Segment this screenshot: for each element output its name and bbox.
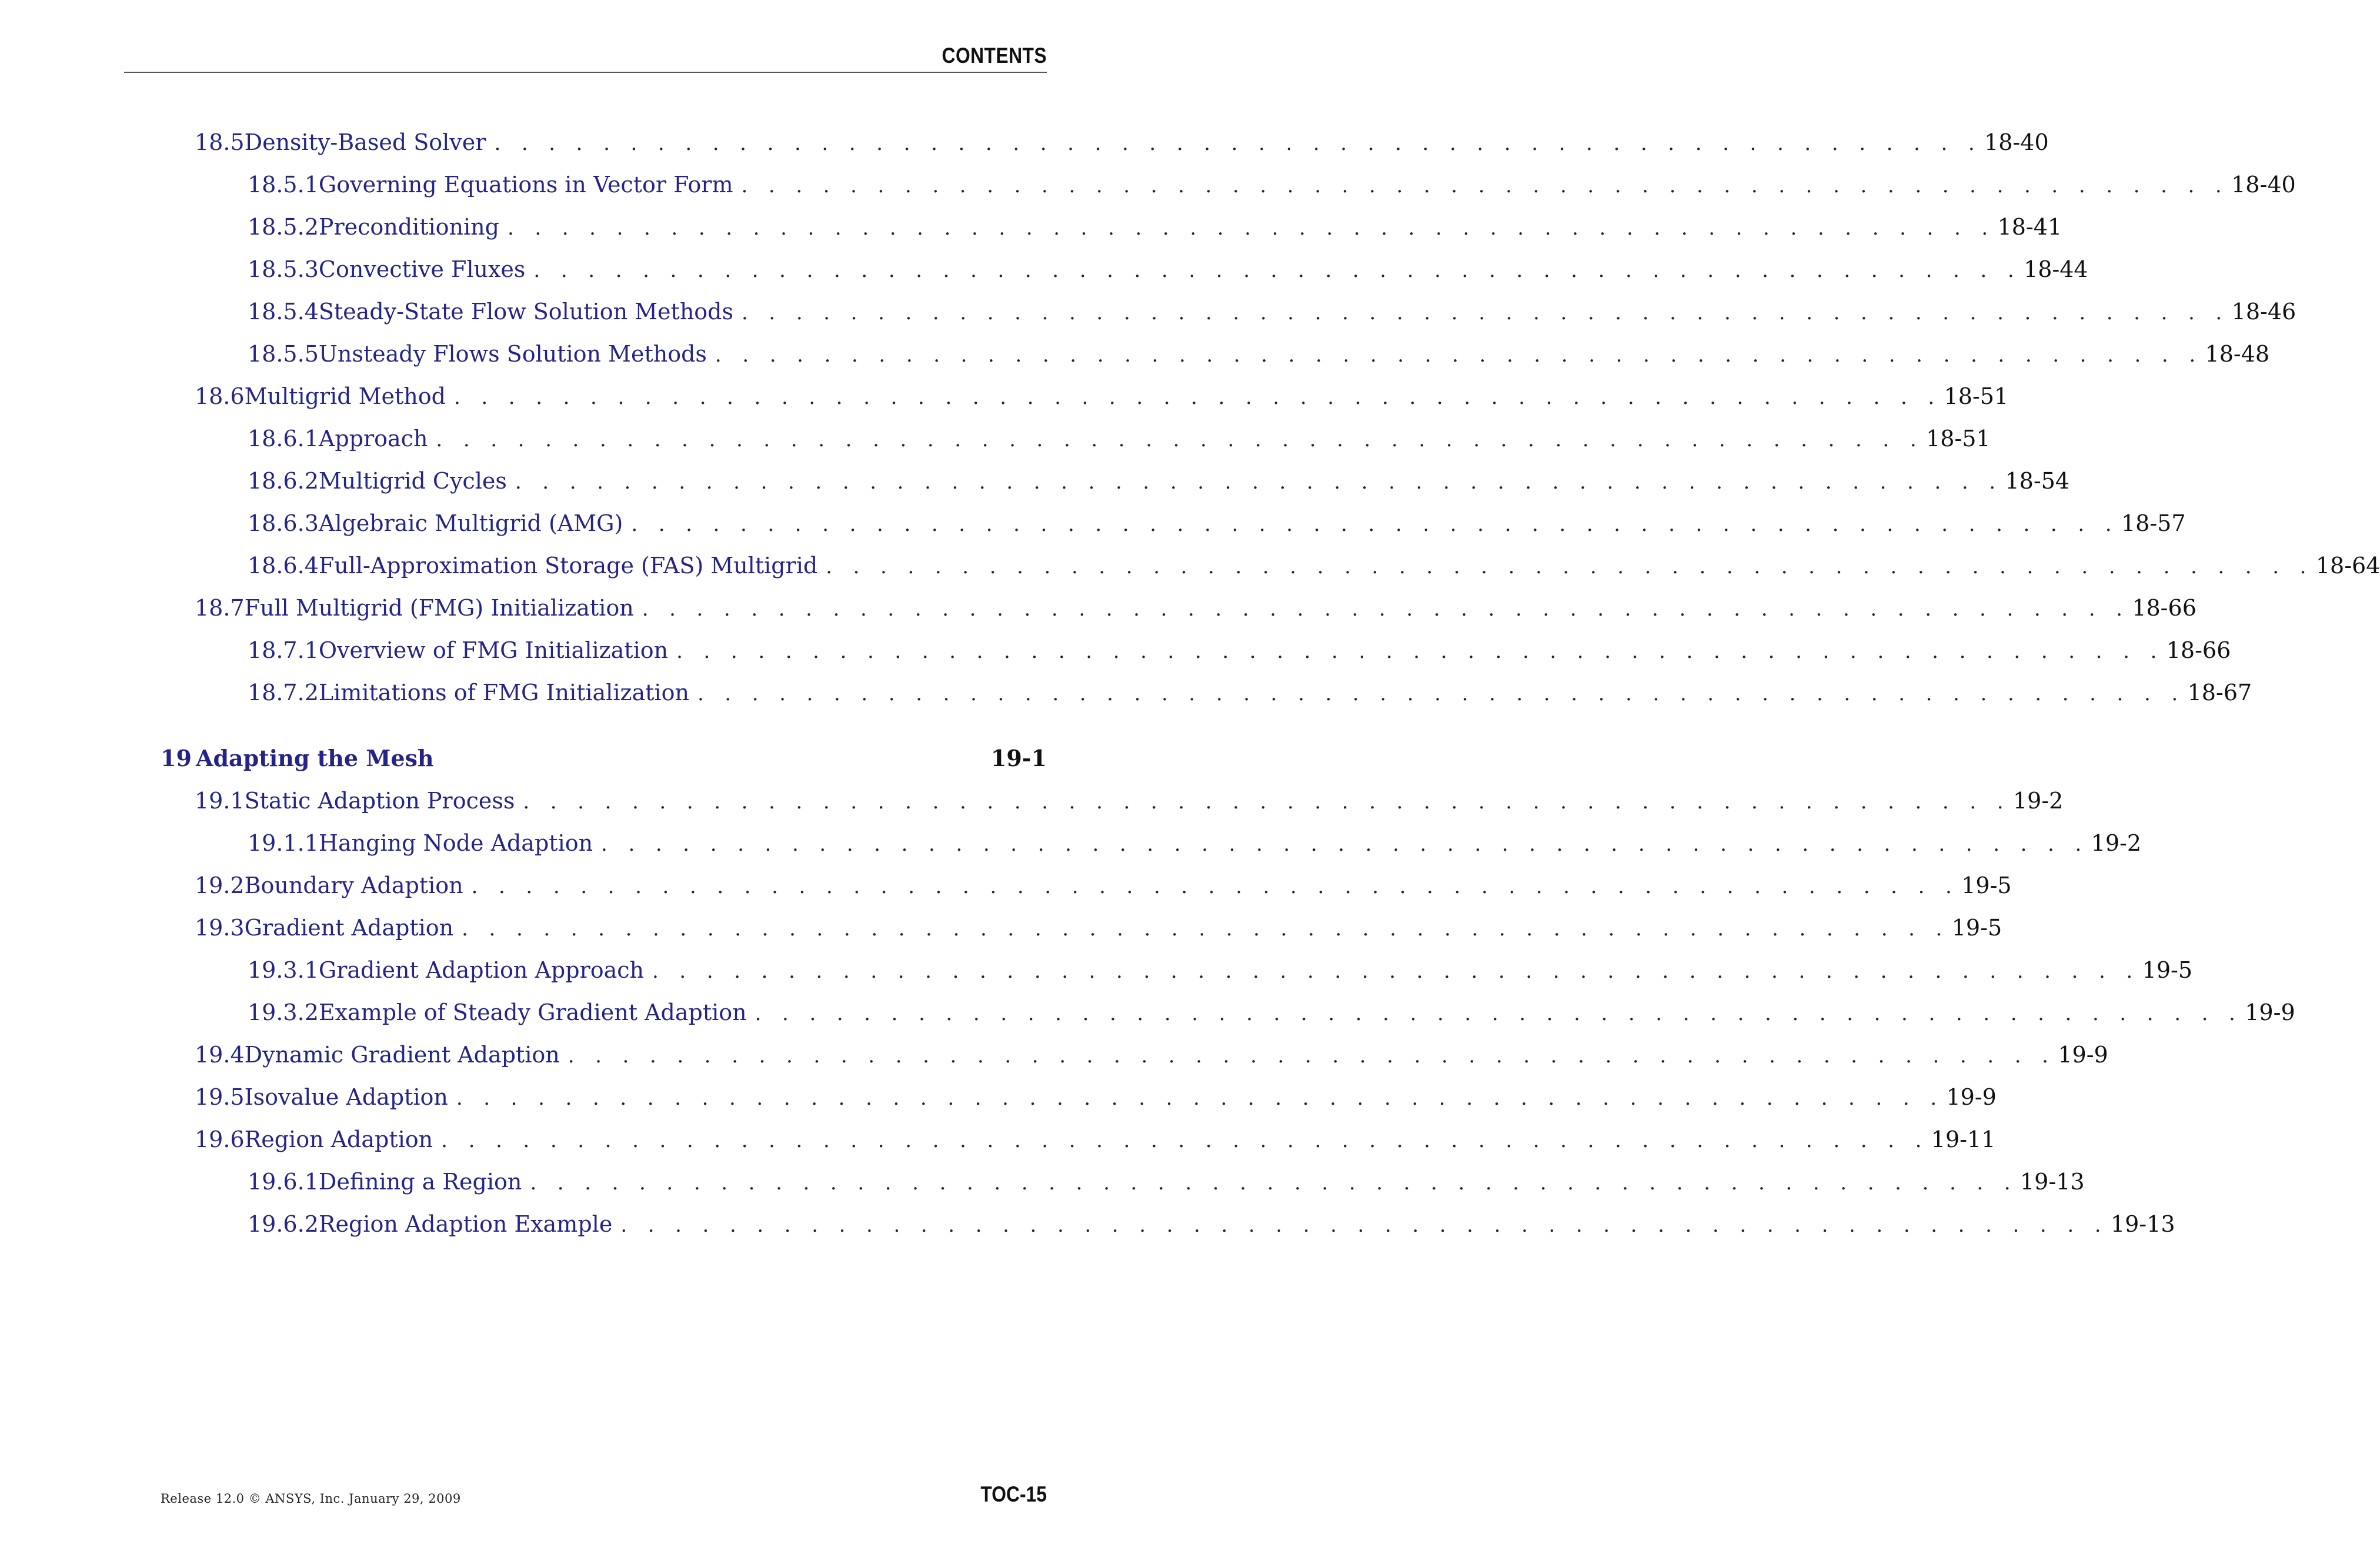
toc-dot-leader: . . . . . . . . . . . . . . . . . . . . . . . . . . . . . . . . . . . . . . . . . . . . . . . . . . . . . . . — [601, 833, 2089, 856]
toc-entry-number[interactable]: 19.2 — [195, 872, 245, 898]
toc-entry-page[interactable]: 18-41 — [1997, 214, 2062, 240]
toc-entry-page[interactable]: 18-51 — [1926, 426, 1991, 452]
toc-entry-title[interactable]: Density-Based Solver — [244, 129, 486, 155]
toc-dot-leader: . . . . . . . . . . . . . . . . . . . . . . . . . . . . . . . . . . . . . . . . . . . . . . . . . . . . . . . — [826, 555, 2314, 579]
toc-entry-page[interactable]: 19-13 — [2020, 1169, 2085, 1195]
toc-entry-number[interactable]: 19.1 — [195, 788, 245, 814]
toc-entry-number[interactable]: 18.7.1 — [248, 637, 319, 663]
toc-entry-subsection[interactable] — [248, 1209, 2175, 1239]
toc-dot-leader: . . . . . . . . . . . . . . . . . . . . . . . . . . . . . . . . . . . . . . . . . . . . . . . . . . . . . . . — [742, 301, 2229, 325]
toc-entry-number[interactable]: 18.5.4 — [248, 299, 319, 325]
toc-entry-number[interactable]: 18.6 — [195, 383, 245, 409]
toc-entry-number[interactable]: 18.5.5 — [248, 341, 319, 367]
toc-dot-leader: . . . . . . . . . . . . . . . . . . . . . . . . . . . . . . . . . . . . . . . . . . . . . . . . . . . . . . . — [568, 1044, 2056, 1068]
toc-entry-number[interactable]: 19.4 — [195, 1042, 245, 1068]
toc-entry-title[interactable]: Dynamic Gradient Adaption — [244, 1042, 560, 1068]
toc-entry-page[interactable]: 19-5 — [1961, 872, 2012, 898]
toc-entry-page[interactable]: 18-66 — [2166, 637, 2231, 663]
toc-entry-section[interactable] — [195, 786, 2064, 815]
toc-entry-number[interactable]: 19.3 — [195, 915, 245, 941]
toc-entry-subsection[interactable] — [248, 955, 2193, 985]
toc-entry-number[interactable]: 19.6.2 — [248, 1211, 319, 1237]
toc-entry-page[interactable]: 19-5 — [1951, 915, 2002, 941]
toc-entry-title[interactable]: Convective Fluxes — [318, 256, 526, 282]
toc-dot-leader: . . . . . . . . . . . . . . . . . . . . . . . . . . . . . . . . . . . . . . . . . . . . . . . . . . . . . . . — [755, 1002, 2243, 1025]
toc-entry-title[interactable]: Limitations of FMG Initialization — [318, 680, 689, 706]
toc-entry-subsection[interactable] — [248, 551, 2380, 580]
toc-entry-page[interactable]: 19-11 — [1931, 1126, 1996, 1152]
toc-entry-number[interactable]: 18.5 — [195, 129, 245, 155]
toc-entry-number[interactable]: 18.7 — [195, 595, 245, 621]
toc-entry-title[interactable]: Example of Steady Gradient Adaption — [318, 999, 747, 1025]
footer-page-label: TOC-15 — [980, 1482, 1047, 1506]
toc-entry-title[interactable]: Gradient Adaption Approach — [318, 957, 644, 983]
header-rule — [124, 72, 1047, 73]
toc-dot-leader: . . . . . . . . . . . . . . . . . . . . . . . . . . . . . . . . . . . . . . . . . . . . . . . . . . . . . . . — [436, 428, 1924, 452]
toc-entry-section[interactable] — [195, 871, 2012, 900]
toc-entry-subsection[interactable] — [248, 339, 2270, 369]
toc-dot-leader: . . . . . . . . . . . . . . . . . . . . . . . . . . . . . . . . . . . . . . . . . . . . . . . . . . . . . . . — [620, 1213, 2108, 1237]
toc-entry-chapter[interactable] — [161, 744, 1047, 773]
toc-entry-subsection[interactable] — [248, 170, 2296, 199]
toc-entry-page[interactable]: 18-67 — [2187, 680, 2252, 706]
toc-entry-number[interactable]: 18.5.2 — [248, 214, 319, 240]
toc-dot-leader: . . . . . . . . . . . . . . . . . . . . . . . . . . . . . . . . . . . . . . . . . . . . . . . . . . . . . . . — [533, 259, 2022, 282]
toc-entry-title[interactable]: Steady-State Flow Solution Methods — [318, 299, 733, 325]
toc-entry-title[interactable]: Preconditioning — [318, 214, 499, 240]
toc-entry-title[interactable]: Approach — [318, 426, 428, 452]
toc-entry-title[interactable]: Multigrid Cycles — [318, 468, 507, 494]
toc-entry-title[interactable]: Full Multigrid (FMG) Initialization — [244, 595, 634, 621]
toc-entry-number[interactable]: 19.1.1 — [248, 830, 319, 856]
toc-entry-title[interactable]: Unsteady Flows Solution Methods — [318, 341, 707, 367]
toc-entry-number[interactable]: 18.5.1 — [248, 172, 319, 198]
toc-entry-page[interactable]: 19-9 — [2058, 1042, 2108, 1068]
toc-entry-section[interactable] — [195, 382, 2009, 411]
toc-entry-title[interactable]: Algebraic Multigrid (AMG) — [318, 510, 623, 536]
toc-entry-subsection[interactable] — [248, 297, 2296, 326]
toc-dot-leader: . . . . . . . . . . . . . . . . . . . . . . . . . . . . . . . . . . . . . . . . . . . . . . . . . . . . . . . — [631, 513, 2119, 536]
toc-entry-page[interactable]: 19-13 — [2110, 1211, 2175, 1237]
toc-entry-subsection[interactable] — [248, 636, 2231, 665]
toc-entry-section[interactable] — [195, 593, 2197, 623]
toc-dot-leader: . . . . . . . . . . . . . . . . . . . . . . . . . . . . . . . . . . . . . . . . . . . . . . . . . . . . . . . — [453, 386, 1942, 409]
toc-dot-leader: . . . . . . . . . . . . . . . . . . . . . . . . . . . . . . . . . . . . . . . . . . . . . . . . . . . . . . . — [471, 875, 1960, 898]
toc-entry-title[interactable]: Hanging Node Adaption — [318, 830, 593, 856]
toc-entry-title[interactable]: Adapting the Mesh — [196, 745, 434, 771]
toc-dot-leader: . . . . . . . . . . . . . . . . . . . . . . . . . . . . . . . . . . . . . . . . . . . . . . . . . . . . . . . — [462, 917, 1950, 941]
toc-entry-subsection[interactable] — [248, 509, 2186, 538]
toc-entry-subsection[interactable] — [248, 466, 2070, 496]
toc-entry-page[interactable]: 18-64 — [2315, 553, 2380, 579]
toc-entry-number[interactable]: 18.5.3 — [248, 256, 319, 282]
toc-dot-leader: . . . . . . . . . . . . . . . . . . . . . . . . . . . . . . . . . . . . . . . . . . . . . . . . . . . . . . . — [494, 132, 1982, 155]
toc-entry-title[interactable]: Boundary Adaption — [244, 872, 463, 898]
toc-dot-leader: . . . . . . . . . . . . . . . . . . . . . . . . . . . . . . . . . . . . . . . . . . . . . . . . . . . . . . . — [652, 959, 2140, 983]
toc-entry-number[interactable]: 18.7.2 — [248, 680, 319, 706]
toc-entry-page[interactable]: 18-40 — [2231, 172, 2296, 198]
toc-entry-number[interactable]: 18.6.1 — [248, 426, 319, 452]
toc-entry-subsection[interactable] — [248, 212, 2062, 242]
toc-entry-section[interactable] — [195, 1082, 1997, 1112]
toc-dot-leader: . . . . . . . . . . . . . . . . . . . . . . . . . . . . . . . . . . . . . . . . . . . . . . . . . . . . . . . — [441, 1129, 1929, 1152]
toc-entry-page[interactable]: 18-57 — [2121, 510, 2186, 536]
footer-release-note: Release 12.0 © ANSYS, Inc. January 29, 2009 — [161, 1492, 461, 1506]
toc-entry-page[interactable]: 18-40 — [1984, 129, 2049, 155]
toc-entry-page[interactable]: 19-1 — [990, 745, 1047, 771]
toc-dot-leader: . . . . . . . . . . . . . . . . . . . . . . . . . . . . . . . . . . . . . . . . . . . . . . . . . . . . . . . — [515, 470, 2003, 494]
toc-entry-page[interactable]: 19-9 — [2245, 999, 2295, 1025]
toc-entry-page[interactable]: 18-46 — [2231, 299, 2296, 325]
toc-dot-leader: . . . . . . . . . . . . . . . . . . . . . . . . . . . . . . . . . . . . . . . . . . . . . . . . . . . . . . . — [741, 174, 2229, 198]
toc-entry-title[interactable]: Full-Approximation Storage (FAS) Multigrid — [318, 553, 818, 579]
toc-dot-leader: . . . . . . . . . . . . . . . . . . . . . . . . . . . . . . . . . . . . . . . . . . . . . . . . . . . . . . . — [456, 1086, 1944, 1110]
toc-dot-leader: . . . . . . . . . . . . . . . . . . . . . . . . . . . . . . . . . . . . . . . . . . . . . . . . . . . . . . . — [523, 790, 2011, 814]
toc-entry-number[interactable]: 19.5 — [195, 1084, 245, 1110]
toc-entry-title[interactable]: Overview of FMG Initialization — [318, 637, 669, 663]
toc-entry-section[interactable] — [195, 1040, 2108, 1069]
toc-dot-leader: . . . . . . . . . . . . . . . . . . . . . . . . . . . . . . . . . . . . . . . . . . . . . . . . . . . . . . . — [507, 216, 1995, 240]
toc-dot-leader: . . . . . . . . . . . . . . . . . . . . . . . . . . . . . . . . . . . . . . . . . . . . . . . . . . . . . . . — [697, 682, 2185, 706]
toc-entry-number[interactable]: 19.3.2 — [248, 999, 319, 1025]
toc-entry-subsection[interactable] — [248, 828, 2142, 858]
toc-dot-leader: . . . . . . . . . . . . . . . . . . . . . . . . . . . . . . . . . . . . . . . . . . . . . . . . . . . . . . . — [715, 343, 2203, 367]
toc-entry-subsection[interactable] — [248, 255, 2088, 284]
toc-entry-title[interactable]: Region Adaption Example — [318, 1211, 613, 1237]
toc-dot-leader: . . . . . . . . . . . . . . . . . . . . . . . . . . . . . . . . . . . . . . . . . . . . . . . . . . . . . . . — [642, 597, 2130, 621]
toc-entry-title[interactable]: Defining a Region — [318, 1169, 522, 1195]
toc-entry-title[interactable]: Region Adaption — [244, 1126, 433, 1152]
toc-entry-page[interactable]: 19-2 — [2091, 830, 2142, 856]
toc-entry-number[interactable]: 19.6.1 — [248, 1169, 319, 1195]
toc-entry-number[interactable]: 18.6.4 — [248, 553, 319, 579]
toc-entry-section[interactable] — [195, 128, 2049, 157]
toc-entry-page[interactable]: 19-5 — [2142, 957, 2193, 983]
toc-dot-leader: . . . . . . . . . . . . . . . . . . . . . . . . . . . . . . . . . . . . . . . . . . . . . . . . . . . . . . . — [530, 1171, 2018, 1195]
toc-entry-page[interactable]: 19-9 — [1946, 1084, 1997, 1110]
toc-entry-page[interactable]: 18-51 — [1944, 383, 2009, 409]
toc-entry-number[interactable]: 19.6 — [195, 1126, 245, 1152]
toc-entry-page[interactable]: 19-2 — [2012, 788, 2064, 814]
toc-entry-subsection[interactable] — [248, 998, 2295, 1027]
toc-entry-page[interactable]: 18-48 — [2205, 341, 2270, 367]
toc-entry-page[interactable]: 18-66 — [2132, 595, 2197, 621]
toc-entry-title[interactable]: Multigrid Method — [244, 383, 446, 409]
toc-entry-subsection[interactable] — [248, 678, 2252, 707]
toc-entry-page[interactable]: 18-44 — [2024, 256, 2088, 282]
toc-dot-leader: . . . . . . . . . . . . . . . . . . . . . . . . . . . . . . . . . . . . . . . . . . . . . . . . . . . . . . . — [676, 640, 2164, 663]
toc-entry-subsection[interactable] — [248, 1167, 2085, 1196]
toc-entry-title[interactable]: Isovalue Adaption — [244, 1084, 448, 1110]
toc-entry-section[interactable] — [195, 1125, 1996, 1154]
toc-entry-number[interactable]: 19 — [161, 745, 192, 771]
toc-entry-page[interactable]: 18-54 — [2005, 468, 2070, 494]
running-header-title: CONTENTS — [942, 44, 1047, 68]
toc-entry-title[interactable]: Static Adaption Process — [244, 788, 515, 814]
toc-entry-subsection[interactable] — [248, 424, 1991, 453]
toc-entry-number[interactable]: 19.3.1 — [248, 957, 319, 983]
toc-entry-title[interactable]: Governing Equations in Vector Form — [318, 172, 733, 198]
toc-entry-title[interactable]: Gradient Adaption — [244, 915, 454, 941]
toc-entry-section[interactable] — [195, 913, 2002, 942]
toc-entry-number[interactable]: 18.6.2 — [248, 468, 319, 494]
toc-entry-number[interactable]: 18.6.3 — [248, 510, 319, 536]
